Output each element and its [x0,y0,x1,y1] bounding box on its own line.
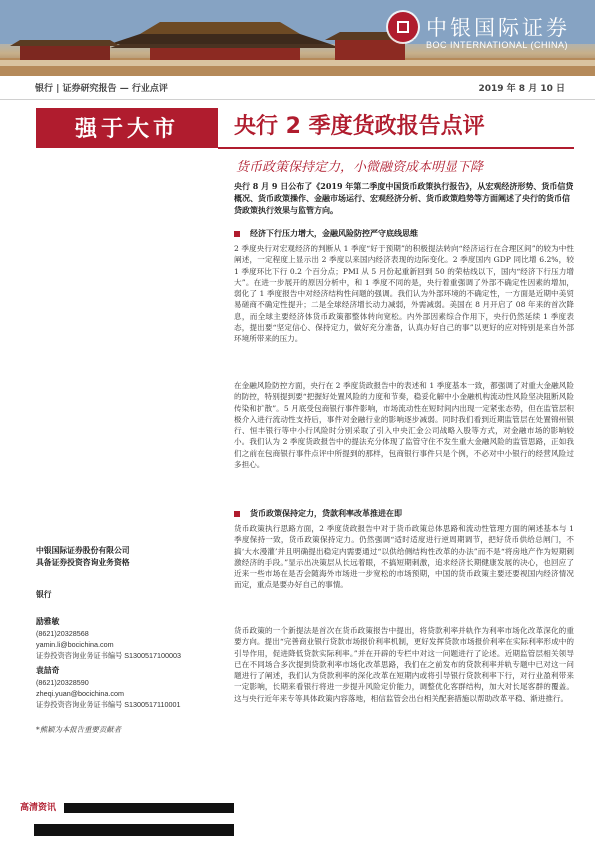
report-date: 2019 年 8 月 10 日 [478,84,565,94]
brand-logo [388,8,588,58]
breadcrumb-bar [0,77,595,100]
rating-badge [36,108,218,148]
body-paragraph: 货币政策执行思路方面，2 季度货政报告中对于货币政策总体思路和流动性管理方面的阐述基本与 1 季度保持一致，货币政策保持定力。仍然强调“适时适度进行逆周期调节，把好货币供给总闸门，不搞‘大水漫灌’并且明确提出稳定内需要通过“以供给侧结构性改革的办法”而不是“将房地产作为短期刺激经济的手段。”显示出决策层从长远着眼，不搞短期刺激，追求经济长期健康发展的决心，也回应了近来一些市场在是否会随海外市场进一步宽松的市场预期，中国的货币政策主要还要视国内经济情况而定，重点是要办好自己的事情。 [234,524,574,590]
analyst-cert: 证券投资咨询业务证书编号 S1300517100003 [36,651,182,660]
sidebar-org: 中银国际证券股份有限公司 [36,546,130,555]
analyst-phone: (8621)20328568 [36,629,89,638]
header-banner [0,0,595,76]
section-heading: 经济下行压力增大，金融风险防控严守底线思维 [234,228,418,239]
analyst-phone: (8621)20328590 [36,678,89,687]
report-lede: 央行 8 月 9 日公布了《2019 年第二季度中国货币政策执行报告》，从宏观经济形势、货币信贷概况、货币政策操作、金融市场运行、宏观经济分析、货币政策趋势等方面阐述了央行的货币信贷政策执行效果与监管方向。 [234,181,574,215]
body-paragraph: 在金融风险防控方面，央行在 2 季度货政报告中的表述和 1 季度基本一致，都强调了对重大金融风险的防控，特别提到要“把握好处置风险的力度和节奏，稳妥化解中小金融机构流动性风险坚决阻断风险传染和扩散”。5 月底受包商银行事件影响，市场流动性在短时间内出现一定紧张态势，但在监管层积极介入进行流动性支持后，事件对金融行业的影响逐步减弱。同时我们看到近期监管层在处置锦州银行、恒丰银行等中小行风险时分别采取了引入中央汇金公司战略入股等方式，对金融市场的影响较小。我们认为 2 季度货政报告中的提法充分体现了监管守住不发生重大金融风险的监管思路，正如我们之前在包商银行事件点评中所提到的那样，包商银行事件只是个例，不必对中小银行的经营风险过多担心。 [234,381,574,470]
analyst-name: 励雅敏 [36,617,60,626]
body-paragraph: 2 季度央行对宏观经济的判断从 1 季度“好于预期”的积极提法转向“经济运行在合理区间”的较为中性阐述，一定程度上显示出 2 季度以来国内经济表现的边际变化。2 季度国内 GDP 同比增 6.2%，较 1 季度环比下行 0.2 个百分点；PMI 从 5 月份起重新回到 50 的荣枯线以下，国内“经济下行压力增大”。在进一步展开的原因分析中，和 1 季度不同的是，央行着重强调了外部不确定性因素的增加，弱化了 1 季度报告中对经济结构性问题的强调。我们认为外部环境的不确定性，一方面是近期中美贸易磋商不确定性提升；二是全球经济增长动力减弱，外需减弱。美国在 8 月开启了 08 年来的首次降息，而全球主要经济体货币政策都整体转向宽松。内外部因素综合作用下，央行仍然延续 1 季度表态，提出要“坚定信心、保持定力，做好充分准备，认真办好自己的事”以更好的应对特别是来自外部环境所带来的压力。 [234,244,574,344]
analyst-name: 袁喆奇 [36,666,60,675]
sidebar [36,545,218,710]
footer-redaction [34,824,234,836]
analyst-cert: 证券投资咨询业务证书编号 S1300517110001 [36,700,181,709]
analyst-card [36,616,218,661]
report-title: 央行 2 季度货政报告点评 [234,114,485,139]
footer-label: 高清资讯 [20,803,57,813]
analyst-email[interactable]: zheqi.yuan@bocichina.com [36,689,125,698]
analyst-card [36,665,218,710]
brand-name-en: BOC INTERNATIONAL (CHINA) [426,40,569,50]
analyst-email[interactable]: yamin.li@bocichina.com [36,640,114,649]
bank-logo-icon [388,12,418,42]
contributor-note: *熊颖为本报告重要贡献者 [36,725,121,734]
breadcrumb: 银行 | 证券研究报告 — 行业点评 [35,84,168,94]
sidebar-sector: 银行 [36,590,52,599]
footer-redaction [64,803,234,813]
body-paragraph: 货币政策的一个新提法是首次在货币政策报告中提出，将贷款利率并轨作为利率市场化改革深化的重要方向。提出“完善商业银行贷款市场报价利率机制，更好发挥贷款市场报价利率在实际利率形成中的引导作用，促进降低贷款实际利率。”并在开辟的专栏中对这一问题进行了论述。近期监管层相关领导已在不同场合多次提到贷款利率市场化改革思路，我们在之前发布的贷款利率并轨专题中已对这一问题进行了阐述，我们认为贷款利率的深化改革在短期内或将引导银行贷款利率下行，对行业盈利带来一定影响，长期来看银行将进一步提升风险定价能力，调整优化客群结构，加大对长尾客群的覆盖。这与央行近年来专等具体政策内容落地，相信监管会出台相关配套措施以帮助改革平稳、渐进推行。 [234,626,574,703]
sidebar-qualification: 具备证券投资咨询业务资格 [36,558,130,567]
rating-label: 强于大市 [74,117,179,142]
title-underline [218,147,574,149]
brand-name-cn: 中银国际证券 [426,16,570,40]
bullet-square-icon [234,231,240,237]
bullet-square-icon [234,511,240,517]
report-subtitle: 货币政策保持定力，小微融资成本明显下降 [236,160,484,175]
footer [20,800,210,838]
section-heading: 货币政策保持定力，贷款利率改革推进在即 [234,508,402,519]
